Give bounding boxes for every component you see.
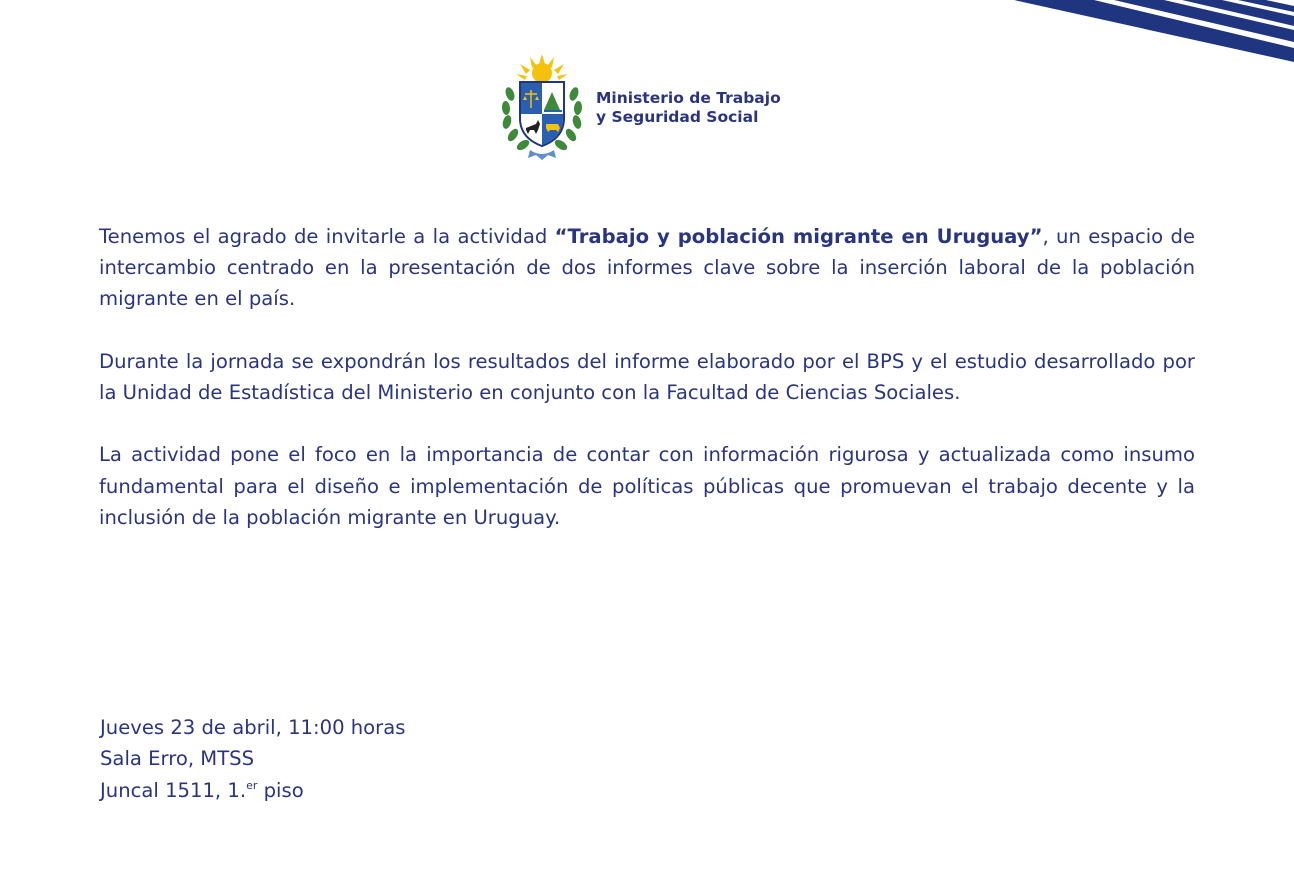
invitation-body xyxy=(99,221,1195,564)
ministry-header xyxy=(500,54,781,162)
paragraph-intro xyxy=(99,221,1195,315)
intro-text-start: Tenemos el agrado de invitarle a la actividad xyxy=(99,225,555,248)
event-date-time: Jueves 23 de abril, 11:00 horas xyxy=(100,716,406,739)
paragraph-focus: La actividad pone el foco en la importancia de contar con información rigurosa y actualizada como insumo fundamental para el diseño e implementación de políticas públicas que promuevan el trabajo decente y la inclusión de la población migrante en Uruguay. xyxy=(99,443,1195,529)
intro-text-end: , un espacio de intercambio centrado en la presentación de dos informes clave sobre la inserción laboral de la población migrante en el país. xyxy=(99,225,1195,311)
ministry-name-line1: Ministerio de Trabajo xyxy=(596,89,781,107)
event-details xyxy=(100,712,405,806)
event-title: “Trabajo y población migrante en Uruguay” xyxy=(554,225,1043,248)
ministry-name xyxy=(596,89,781,127)
address-main: Juncal 1511, 1. xyxy=(100,778,247,802)
address-ordinal: er xyxy=(246,778,258,792)
event-venue: Sala Erro, MTSS xyxy=(100,747,255,771)
ministry-name-line2: y Seguridad Social xyxy=(596,108,759,126)
uruguay-coat-of-arms-icon xyxy=(500,54,584,162)
paragraph-agenda: Durante la jornada se expondrán los resultados del informe elaborado por el BPS y el estudio desarrollado por la Unidad de Estadística del Ministerio en conjunto con la Facultad de Ciencias Sociales. xyxy=(99,349,1195,404)
corner-stripes-decoration xyxy=(1004,0,1294,70)
event-address xyxy=(100,775,405,806)
address-floor: piso xyxy=(257,778,304,802)
